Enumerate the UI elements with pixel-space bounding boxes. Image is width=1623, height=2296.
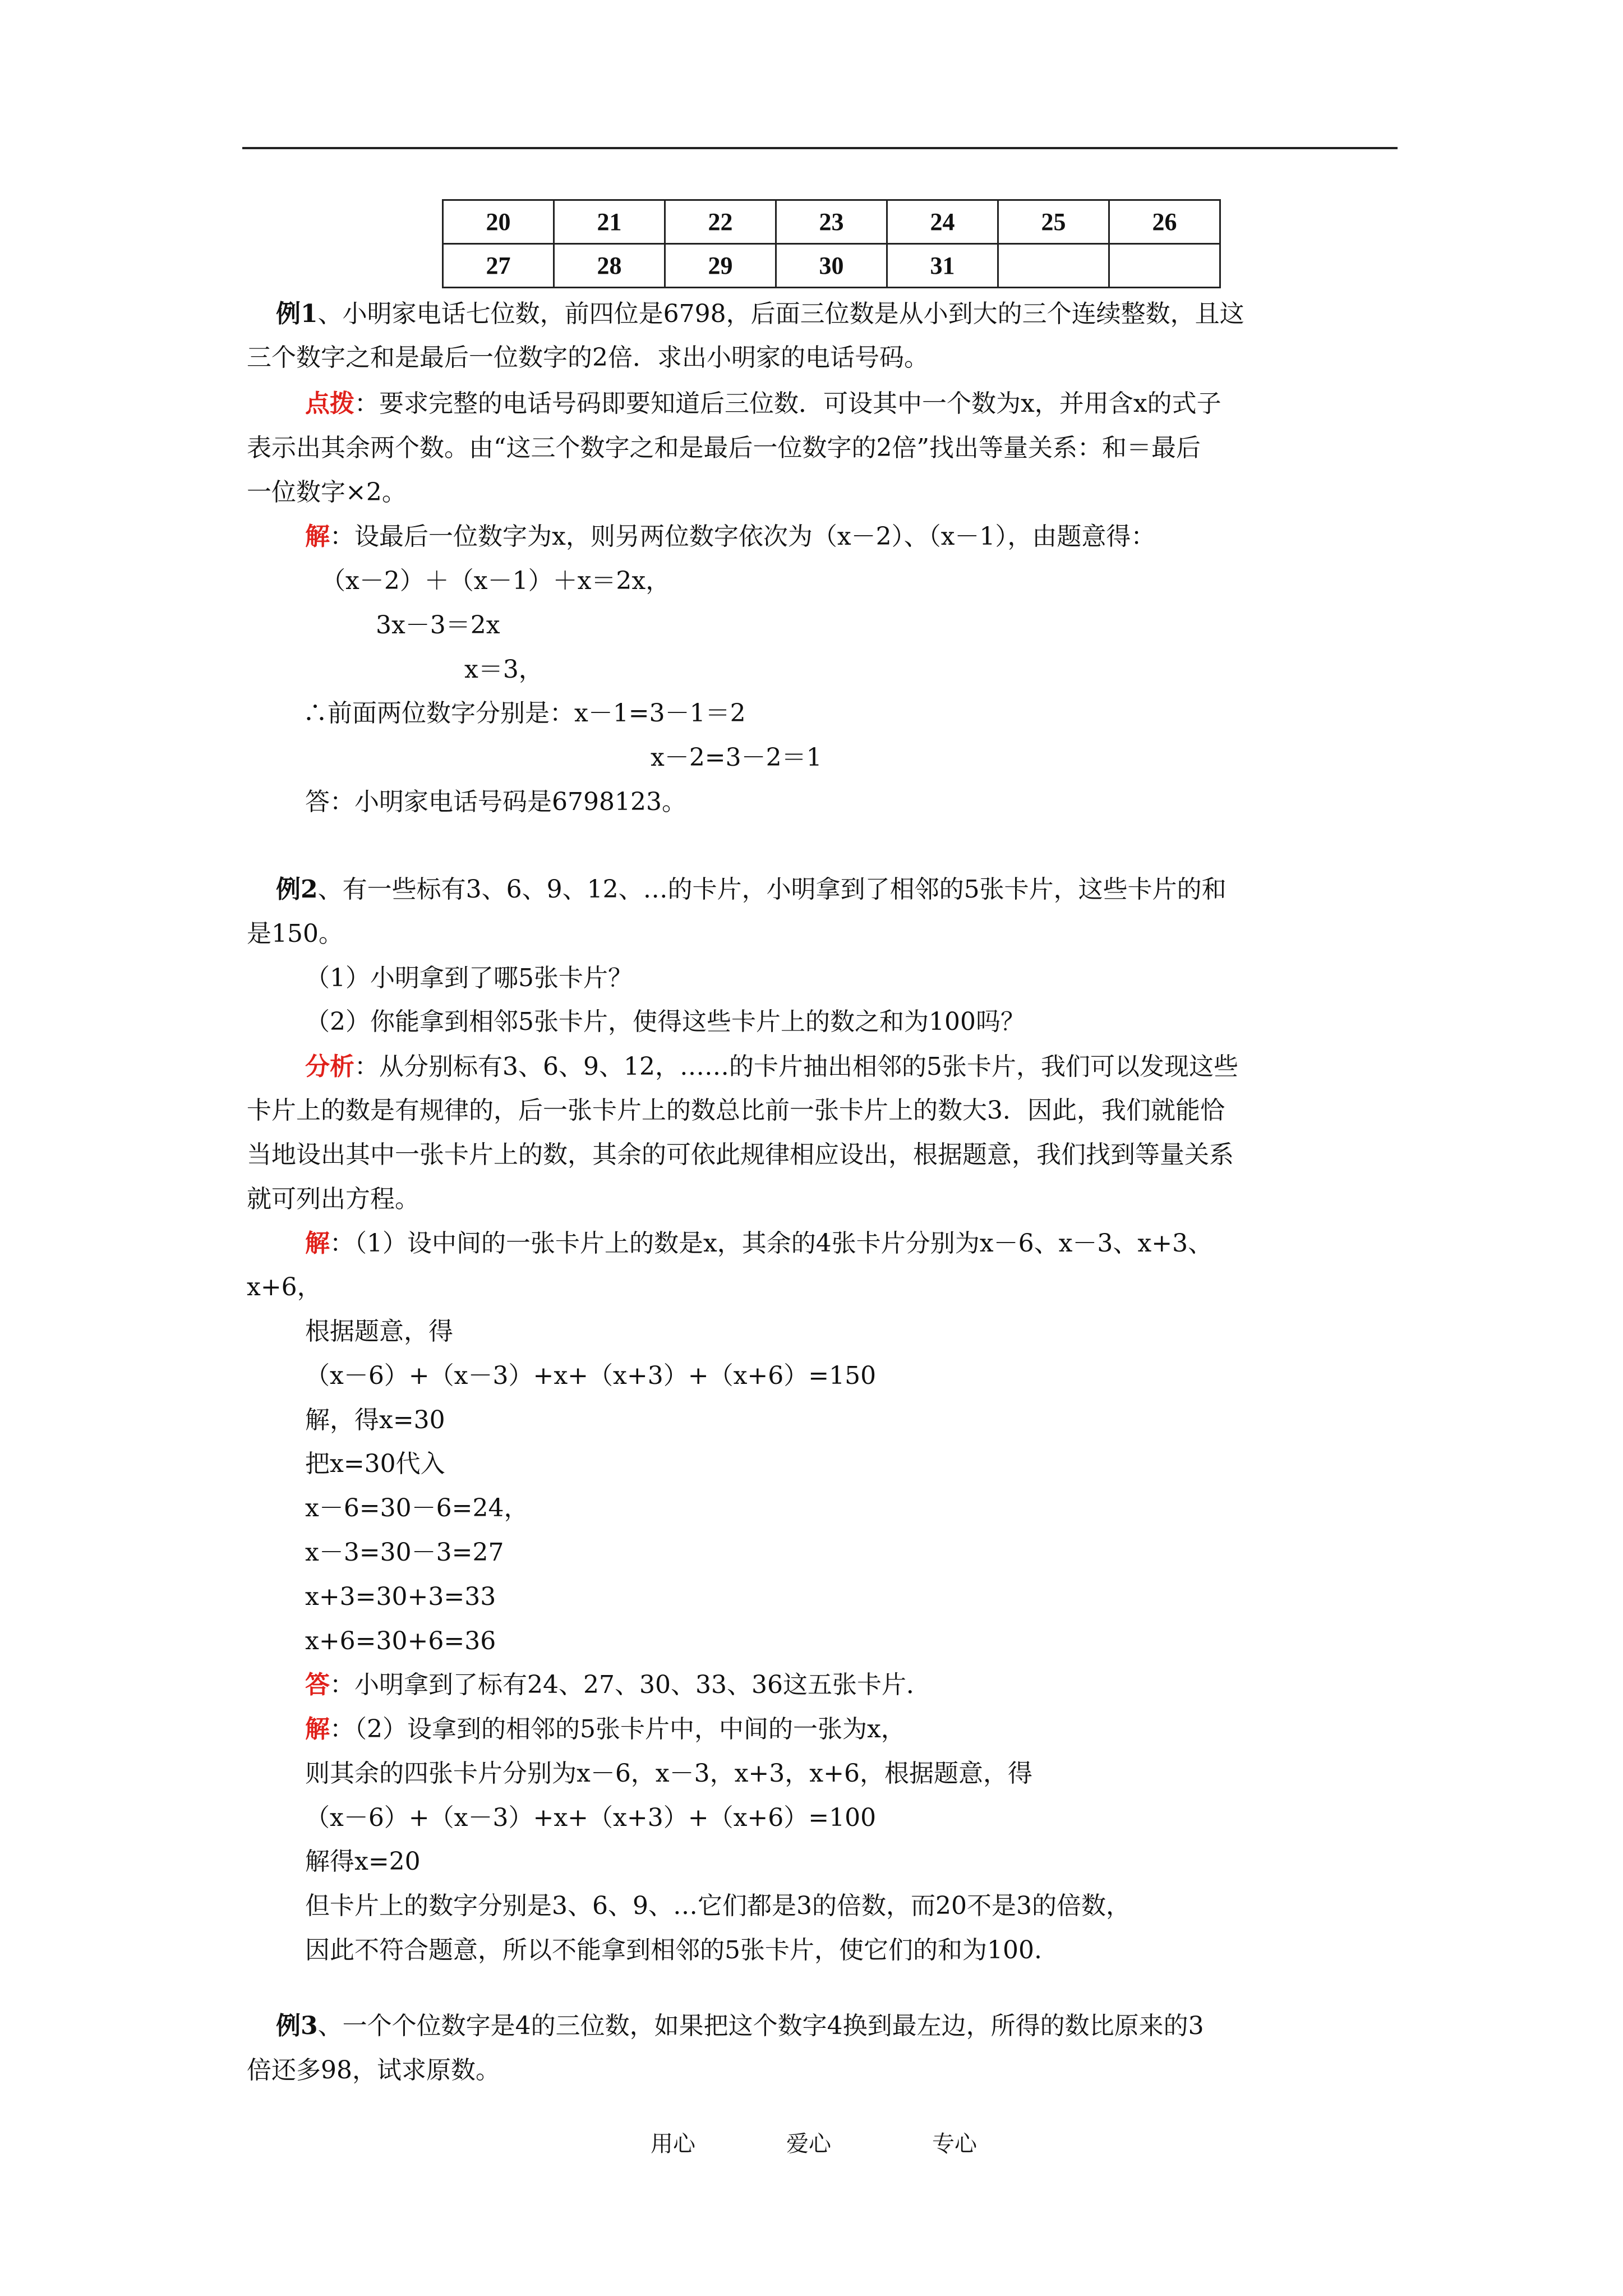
ex1-hint3: 一位数字×2。 bbox=[247, 478, 407, 507]
ex1-hint2: 表示出其余两个数。由“这三个数字之和是最后一位数字的2倍”找出等量关系：和＝最后 bbox=[247, 434, 1201, 462]
ex2-s2: x+6， bbox=[247, 1273, 322, 1301]
footer-c: 专心 bbox=[932, 2131, 977, 2157]
calendar-table bbox=[442, 199, 1221, 288]
ex2-s8: x－3=30－3=27 bbox=[305, 1538, 504, 1567]
footer-b: 爱心 bbox=[786, 2131, 831, 2157]
calendar-cell: 30 bbox=[776, 244, 887, 288]
ex2-line1: 例2、有一些标有3、6、9、12、…的卡片，小明拿到了相邻的5张卡片，这些卡片的和 bbox=[276, 875, 1227, 904]
ex1-eq3: x＝3， bbox=[464, 655, 543, 684]
ex1-eq2: 3x－3＝2x bbox=[376, 611, 500, 639]
calendar-row bbox=[443, 244, 1220, 288]
calendar-cell: 23 bbox=[776, 200, 887, 244]
ex1-eq5: x－2=3－2＝1 bbox=[651, 743, 822, 772]
calendar-cell: 22 bbox=[665, 200, 776, 244]
ex2-t6: 因此不符合题意，所以不能拿到相邻的5张卡片，使它们的和为100. bbox=[305, 1936, 1042, 1964]
ex2-t4: 解得x=20 bbox=[305, 1847, 421, 1876]
calendar-cell: 25 bbox=[998, 200, 1109, 244]
ex2-solution2: 解：（2）设拿到的相邻的5张卡片中，中间的一张为x， bbox=[305, 1715, 906, 1743]
calendar-cell: 27 bbox=[443, 244, 554, 288]
ex2-s6: 把x=30代入 bbox=[305, 1450, 445, 1478]
ex2-solution1: 解：（1）设中间的一张卡片上的数是x，其余的4张卡片分别为x－6、x－3、x+3、 bbox=[305, 1229, 1213, 1258]
calendar-cell: 20 bbox=[443, 200, 554, 244]
ex2-q1: （1）小明拿到了哪5张卡片？ bbox=[305, 964, 633, 992]
ex1-eq4: ∴前面两位数字分别是：x－1=3－1＝2 bbox=[303, 699, 746, 728]
ex2-t2: 则其余的四张卡片分别为x－6，x－3，x+3，x+6，根据题意，得 bbox=[305, 1759, 1032, 1788]
calendar-cell: 21 bbox=[554, 200, 665, 244]
calendar-cell: 26 bbox=[1109, 200, 1220, 244]
ex2-analysis2: 卡片上的数是有规律的，后一张卡片上的数总比前一张卡片上的数大3．因此，我们就能恰 bbox=[247, 1096, 1225, 1125]
calendar-cell bbox=[1109, 244, 1220, 288]
calendar-cell: 31 bbox=[887, 244, 998, 288]
header-rule bbox=[242, 147, 1398, 149]
calendar-cell: 28 bbox=[554, 244, 665, 288]
ex2-analysis3: 当地设出其中一张卡片上的数，其余的可依此规律相应设出，根据题意，我们找到等量关系 bbox=[247, 1140, 1234, 1169]
ex1-hint1: 点拨：要求完整的电话号码即要知道后三位数．可设其中一个数为x，并用含x的式子 bbox=[305, 389, 1221, 418]
ex2-analysis1: 分析：从分别标有3、6、9、12，……的卡片抽出相邻的5张卡片，我们可以发现这些 bbox=[305, 1052, 1238, 1081]
ex2-t5: 但卡片上的数字分别是3、6、9、…它们都是3的倍数，而20不是3的倍数， bbox=[305, 1892, 1131, 1920]
ex1-answer: 答：小明家电话号码是6798123。 bbox=[305, 788, 686, 816]
ex1-eq1: （x－2）＋（x－1）＋x＝2x， bbox=[321, 567, 671, 595]
ex2-s4: （x－6）+（x－3）+x+（x+3）+（x+6）=150 bbox=[305, 1361, 877, 1390]
ex2-line2: 是150。 bbox=[247, 919, 343, 948]
ex1-solution: 解：设最后一位数字为x，则另两位数字依次为（x－2）、（x－1），由题意得： bbox=[305, 522, 1156, 551]
ex1-label: 例1 bbox=[276, 300, 318, 328]
footer-a: 用心 bbox=[651, 2131, 695, 2157]
ex2-s5: 解，得x=30 bbox=[305, 1406, 445, 1434]
ex2-s10: x+6=30+6=36 bbox=[305, 1627, 496, 1655]
calendar-cell: 24 bbox=[887, 200, 998, 244]
ex2-analysis4: 就可列出方程。 bbox=[247, 1185, 419, 1213]
ex2-s7: x－6=30－6=24， bbox=[305, 1494, 529, 1522]
ex2-s9: x+3=30+3=33 bbox=[305, 1582, 496, 1611]
calendar-row bbox=[443, 200, 1220, 244]
ex2-t3: （x－6）+（x－3）+x+（x+3）+（x+6）=100 bbox=[305, 1803, 877, 1832]
ex1-line1: 例1、小明家电话七位数，前四位是6798，后面三位数是从小到大的三个连续整数，且这 bbox=[276, 300, 1244, 328]
calendar-cell: 29 bbox=[665, 244, 776, 288]
ex2-q2: （2）你能拿到相邻5张卡片，使得这些卡片上的数之和为100吗？ bbox=[305, 1007, 1025, 1036]
ex1-line2: 三个数字之和是最后一位数字的2倍．求出小明家的电话号码。 bbox=[247, 343, 929, 372]
ex3-line1: 例3、一个个位数字是4的三位数，如果把这个数字4换到最左边，所得的数比原来的3 bbox=[276, 2012, 1204, 2040]
calendar-cell bbox=[998, 244, 1109, 288]
ex2-s3: 根据题意，得 bbox=[305, 1317, 453, 1346]
ex2-answer: 答：小明拿到了标有24、27、30、33、36这五张卡片． bbox=[305, 1671, 931, 1699]
ex3-line2: 倍还多98，试求原数。 bbox=[247, 2056, 500, 2085]
